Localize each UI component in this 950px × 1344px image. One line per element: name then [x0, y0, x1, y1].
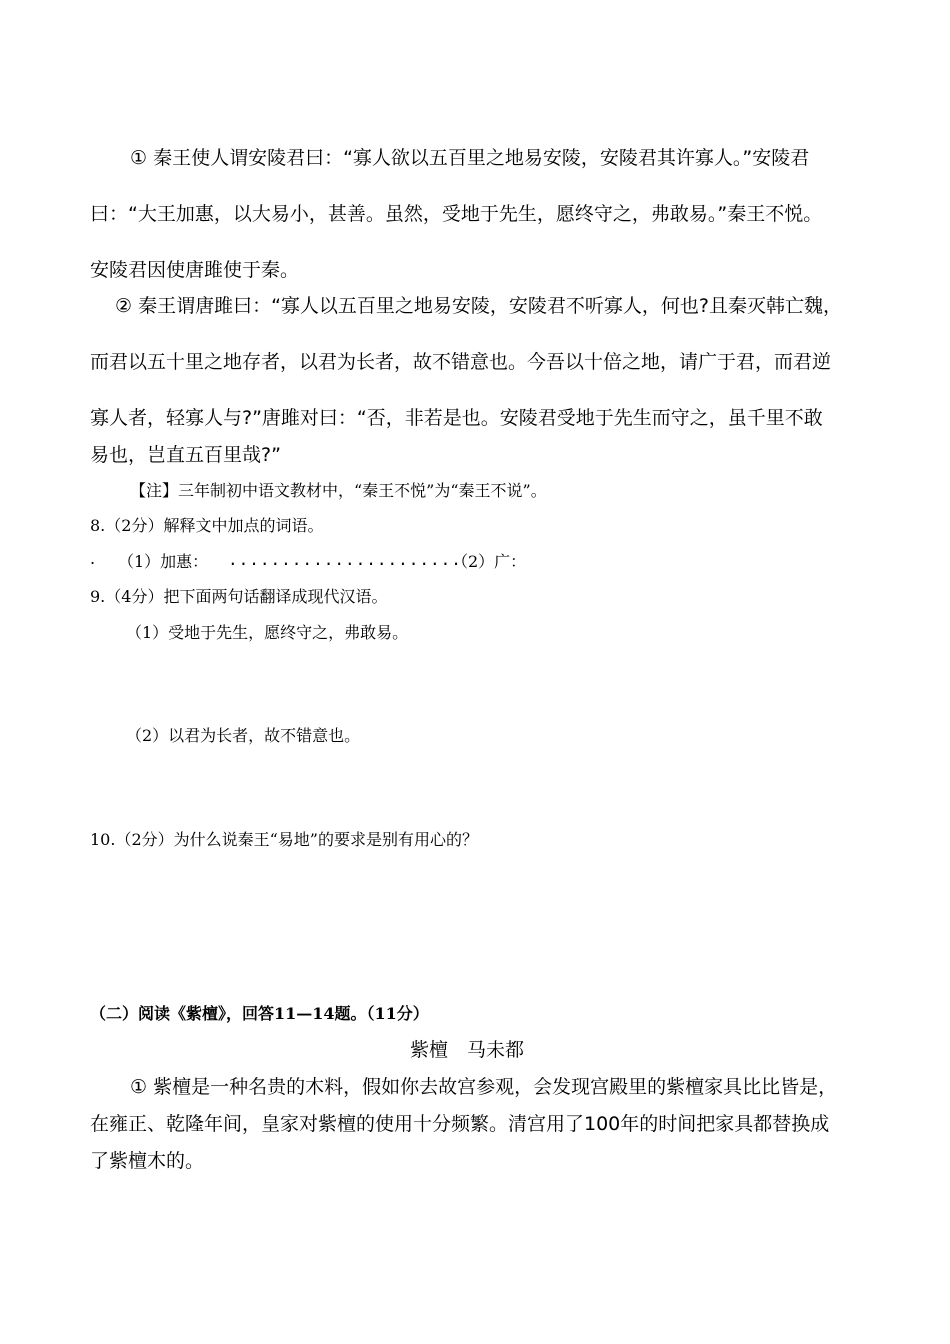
passage-note: 【注】三年制初中语文教材中，“秦王不悦”为“秦王不说”。: [130, 481, 547, 500]
question-8-lead-dot: .: [90, 549, 96, 568]
question-9: 9.（4分）把下面两句话翻译成现代汉语。: [90, 587, 388, 606]
article-p1-line1: ① 紫檀是一种名贵的木料，假如你去故宫参观，会发现宫殿里的紫檀家具比比皆是，: [130, 1076, 838, 1098]
passage-p1-line2: 曰：“大王加惠，以大易小，甚善。虽然，受地于先生，愿终守之，弗敢易。”秦王不悦。: [90, 203, 823, 225]
question-8-answer-dots[interactable]: ......................: [228, 550, 462, 569]
question-8-sub2: （2）广：: [452, 552, 527, 571]
passage-p1-line1: ① 秦王使人谓安陵君曰：“寡人欲以五百里之地易安陵，安陵君其许寡人。”安陵君: [130, 147, 810, 169]
passage-p1-line3: 安陵君因使唐雎使于秦。: [90, 259, 300, 281]
question-9-sub1: （1）受地于先生，愿终守之，弗敢易。: [126, 623, 409, 642]
article-title: 紫檀 马未都: [410, 1039, 525, 1061]
question-10: 10.（2分）为什么说秦王“易地”的要求是别有用心的？: [90, 830, 478, 849]
question-9-sub2: （2）以君为长者，故不错意也。: [126, 726, 361, 745]
passage-p2-line1: ② 秦王谓唐雎曰：“寡人以五百里之地易安陵，安陵君不听寡人，何也?且秦灭韩亡魏，: [115, 295, 843, 317]
question-8: 8.（2分）解释文中加点的词语。: [90, 516, 324, 535]
section-2-heading: （二）阅读《紫檀》，回答11—14题。（11分）: [90, 1004, 429, 1023]
passage-p2-line2: 而君以五十里之地存者，以君为长者，故不错意也。今吾以十倍之地，请广于君，而君逆: [90, 351, 832, 373]
question-8-sub1: （1）加惠：: [118, 552, 209, 571]
article-p1-line2: 在雍正、乾隆年间，皇家对紫檀的使用十分频繁。清宫用了100年的时间把家具都替换成: [90, 1113, 830, 1135]
passage-p2-line4: 易也，岂直五百里哉?”: [90, 444, 281, 466]
article-p1-line3: 了紫檀木的。: [90, 1150, 205, 1172]
passage-p2-line3: 寡人者，轻寡人与?”唐雎对曰：“否，非若是也。安陵君受地于先生而守之，虽千里不敢: [90, 407, 823, 429]
